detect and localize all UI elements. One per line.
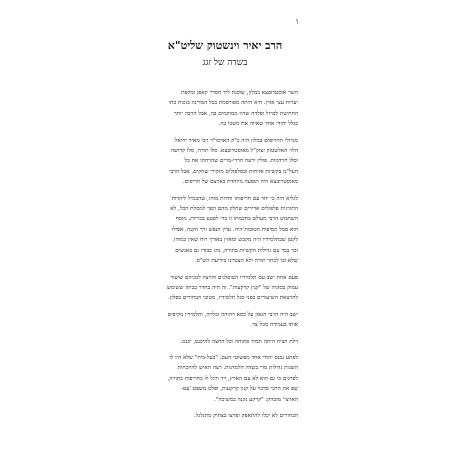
text-line: הוא סמל הסיפות הטובות היה. עדין הנפש ורך הקנה, אפילו bbox=[171, 226, 298, 233]
text-line: ישב היה הרבי הגאון על כסא דהוהה ובלויה, ותלמידיו מקיפים bbox=[167, 311, 298, 318]
paragraph bbox=[152, 273, 298, 304]
paragraph bbox=[152, 353, 298, 405]
text-line: לקטן שבתלמידיו היה מקבש ומאזין באורך רוח שאין כמוהו, bbox=[172, 237, 298, 244]
text-line: שלא זכו לכתר תורה ולא הצטיינו בידיעת הש"ס. bbox=[194, 258, 298, 265]
text-line: שפ את הרבי סדבר על קנין קרקעות, ופלט משפט 'עם- bbox=[180, 386, 298, 393]
page-number: ו bbox=[296, 17, 299, 26]
text-line: הארצי' מובהק: "קרקע נקנה במשיכה". bbox=[214, 396, 298, 403]
paragraph bbox=[152, 337, 298, 347]
text-line: מגדולי החרופים במלון היה כ"ק האדמו"ר רבי מאיר יחיאל bbox=[174, 137, 298, 144]
text-line: להרצאת השיעורים בפני סגל תלמידיו, מטובי הבחורים בפלון. bbox=[168, 295, 298, 302]
body-text bbox=[152, 88, 298, 427]
text-line: העל"מ בקשיות אזיחות ובסלפולים מוקירי שחקים, אבל הרבי bbox=[169, 168, 298, 175]
text-line: השתמש הרבי מעולם בחכמתו זו כדי לפטע בבריות. מוסף bbox=[175, 216, 298, 223]
text-line: ובד בבד עם גדולות הקשיות בתורה, נהג כבודו גם באנשים bbox=[175, 247, 298, 254]
text-line: וסלו חרדמות. פולין ידעה חרדי-מרים שהרחתו את כל bbox=[184, 158, 298, 165]
text-line: אותו בעמידה מכל צד. bbox=[250, 322, 298, 329]
paragraph bbox=[152, 194, 298, 267]
text-line: הבחורים לא יכלו להתאפק ופרצו בצחוק מתגלגל. bbox=[193, 412, 298, 419]
paragraph bbox=[152, 411, 298, 421]
text-line: הלוי האלשטוק זצוק"ל מאוסטרובצא. סלו תורה, סלו קדושה bbox=[170, 148, 298, 155]
text-line: פעם אחת ישב עם תלמידיו הטופלגים והרצה למניהם שיעור bbox=[170, 274, 298, 281]
text-line: השגות גדולות סדי בשדה הלמדנות. רצה האיש להיוכחות bbox=[177, 365, 298, 372]
text-line: לפרגים כי גם הוא לא עם הארץ, ויד ורגל לו בחריפות בתורה, bbox=[167, 375, 298, 382]
text-line: התורנית פלפולים אדירים שחלק מהם הפך למסלת הכל, לא bbox=[170, 206, 298, 213]
text-line: לגליא היה כי יחד עם חריפותו וחדות מוחו, שהכמיל ליהדות bbox=[171, 195, 298, 202]
paragraph bbox=[152, 310, 298, 331]
paragraph bbox=[152, 136, 298, 188]
text-line: דלת הבית היתה תמיד פתוחה וכל החצה להיכנס, יכנס. bbox=[180, 338, 298, 345]
chapter-subtitle: בשדה של זגג bbox=[202, 58, 248, 68]
text-line: החרושת לברזל ופלדה שהיו ממוקמים בה, אבל הרבה יותר bbox=[173, 110, 298, 117]
text-line: יערות עצי אורן. היא היתה מפורסמת בכל המדינה בזכות בתי bbox=[168, 100, 298, 107]
text-line: מאוסטרובצא היה תופעה מיוחדת בארצם של חריפים. bbox=[182, 179, 298, 186]
text-line: השר אוסטרובצא במלון, שוכנת ליד הסדר קאפן ומקפת bbox=[181, 90, 298, 96]
chapter-title: הרב יאיר וינשטוק שליט"א bbox=[167, 39, 283, 52]
text-line: לפתע נכנס יהודי אחד מפשוטי העם. "בעל-בית" שלא היו לו bbox=[169, 354, 298, 361]
text-line: בגלל יהודי אחד שאיוה את משכו בה. bbox=[218, 121, 298, 128]
text-line: עמוק בסוגיה של "קנין קרקעות". זה היה בחדר בביתו ששימש bbox=[166, 284, 298, 291]
paragraph bbox=[152, 88, 298, 130]
